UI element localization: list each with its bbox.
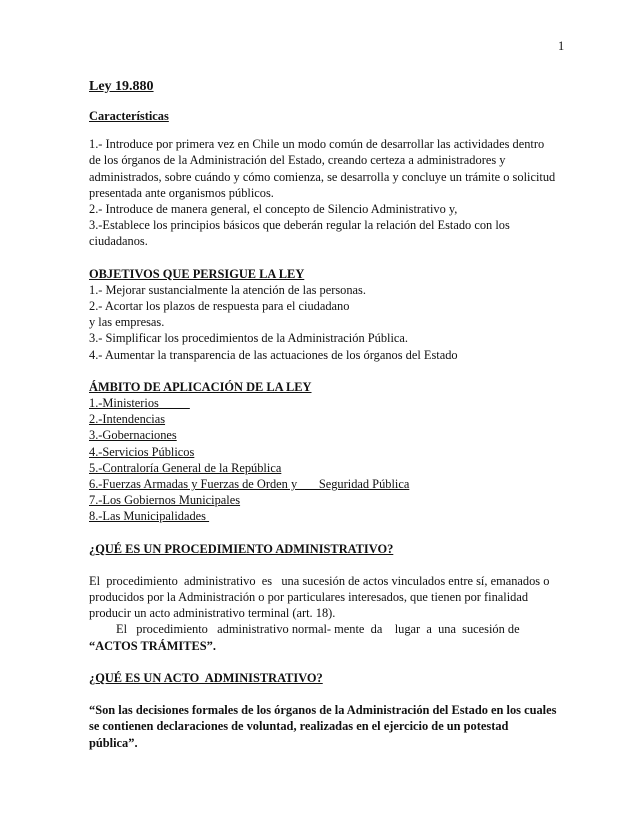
list-item: 1.-Ministerios xyxy=(89,396,190,411)
ambito-list xyxy=(89,395,569,525)
acto-definition xyxy=(89,702,569,751)
text-line: pública”. xyxy=(89,735,138,750)
acto-heading: ¿QUÉ ES UN ACTO ADMINISTRATIVO? xyxy=(89,670,323,685)
list-item: 3.-Gobernaciones xyxy=(89,428,177,443)
document-body xyxy=(89,78,569,751)
list-item: 4.-Servicios Públicos xyxy=(89,444,195,459)
ambito-heading: ÁMBITO DE APLICACIÓN DE LA LEY xyxy=(89,379,312,394)
list-item: 2.-Intendencias xyxy=(89,412,166,427)
objetivos-heading: OBJETIVOS QUE PERSIGUE LA LEY xyxy=(89,266,305,281)
text-line: administrados, sobre cuándo y cómo comienza, se desarrolla y concluye un trámite o solicitud xyxy=(89,169,556,184)
text-line: 3.-Establece los principios básicos que deberán regular la relación del Estado con los xyxy=(89,218,510,233)
text-line: 2.- Introduce de manera general, el concepto de Silencio Administrativo y, xyxy=(89,202,458,217)
caracteristicas-text xyxy=(89,136,569,249)
procedimiento-heading: ¿QUÉ ES UN PROCEDIMIENTO ADMINISTRATIVO? xyxy=(89,541,394,556)
list-item: 7.-Los Gobiernos Municipales xyxy=(89,493,241,508)
text-line: producir un acto administrativo terminal (art. 18). xyxy=(89,606,336,621)
objetivos-list xyxy=(89,282,569,363)
list-item: 8.-Las Municipalidades xyxy=(89,509,210,524)
text-line: producidos por la Administración o por particulares interesados, que tienen por finalidad xyxy=(89,590,529,605)
list-item: 5.-Contraloría General de la República xyxy=(89,460,282,475)
text-line: “Son las decisiones formales de los órganos de la Administración del Estado en los cuales xyxy=(89,703,557,718)
procedimiento-text xyxy=(89,573,569,654)
list-item: 6.-Fuerzas Armadas y Fuerzas de Orden y Seguridad Pública xyxy=(89,477,410,492)
text-line: ciudadanos. xyxy=(89,234,148,249)
text-line: El procedimiento administrativo normal- mente da lugar a una sucesión de xyxy=(116,622,520,637)
page-number: 1 xyxy=(558,39,565,53)
list-item: 1.- Mejorar sustancialmente la atención de las personas. xyxy=(89,282,366,297)
list-item: y las empresas. xyxy=(89,315,165,330)
text-line: de los órganos de la Administración del Estado, creando certeza a administradores y xyxy=(89,153,506,168)
text-line: 1.- Introduce por primera vez en Chile un modo común de desarrollar las actividades dentro xyxy=(89,137,545,152)
text-line: presentada ante organismos públicos. xyxy=(89,185,274,200)
list-item: 3.- Simplificar los procedimientos de la Administración Pública. xyxy=(89,331,408,346)
document-title: Ley 19.880 xyxy=(89,79,154,94)
text-line: se contienen declaraciones de voluntad, realizadas en el ejercicio de un potestad xyxy=(89,719,509,734)
text-line: El procedimiento administrativo es una sucesión de actos vinculados entre sí, emanados o xyxy=(89,573,550,588)
actos-tramites-line: “ACTOS TRÁMITES”. xyxy=(89,638,216,653)
caracteristicas-heading: Características xyxy=(89,109,169,123)
list-item: 2.- Acortar los plazos de respuesta para el ciudadano xyxy=(89,299,350,314)
list-item: 4.- Aumentar la transparencia de las actuaciones de los órganos del Estado xyxy=(89,347,458,362)
